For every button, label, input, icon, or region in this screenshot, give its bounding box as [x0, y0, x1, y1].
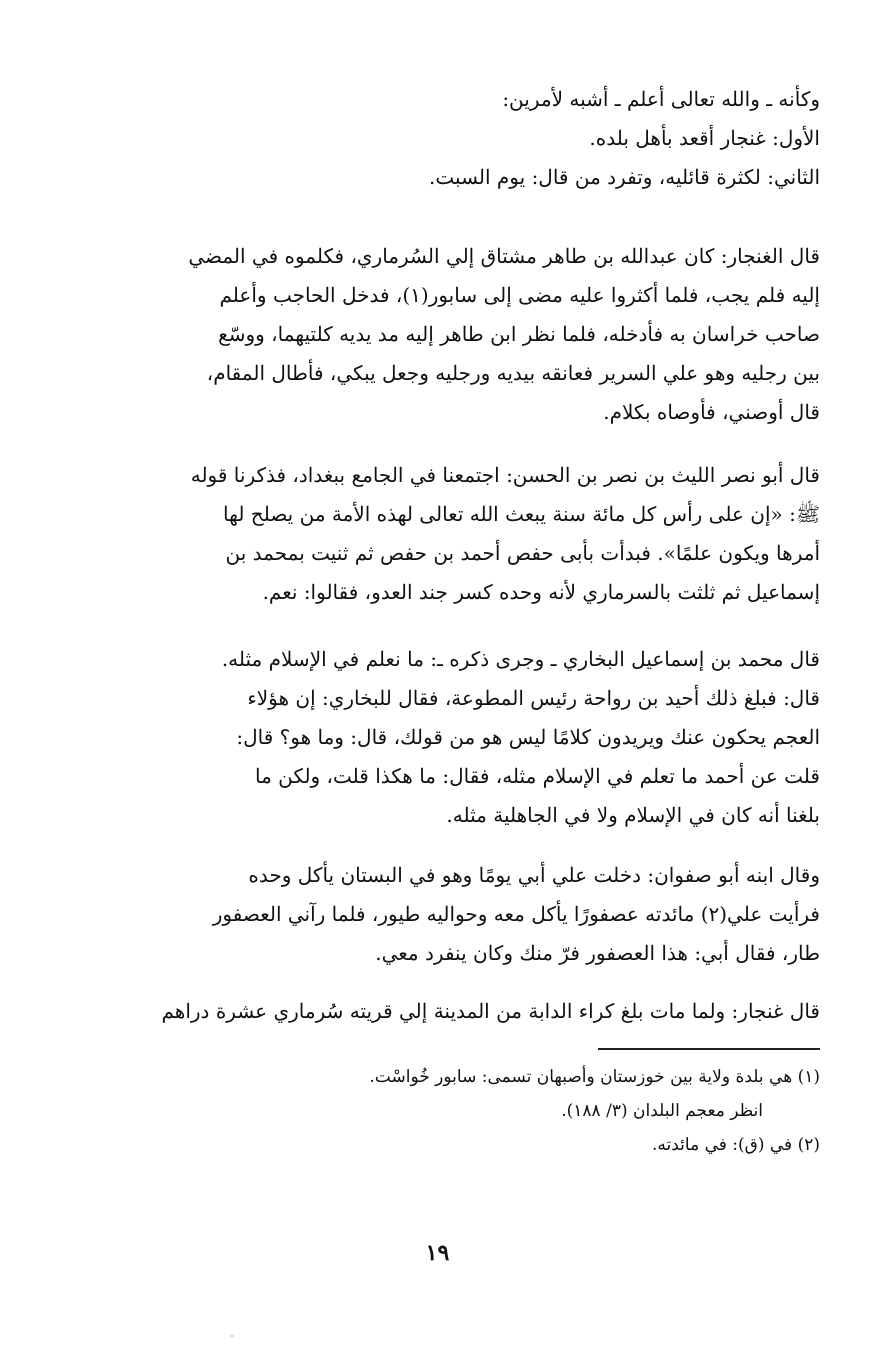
text-line: قال أوصني، فأوصاه بكلام. — [603, 400, 820, 424]
footnote-separator — [598, 1048, 820, 1050]
footnotes — [120, 1060, 820, 1162]
text-line: صاحب خراسان به فأدخله، فلما نظر ابن طاهر إليه مد يديه كلتيهما، ووسّع — [218, 322, 820, 346]
main-text — [120, 80, 820, 197]
text-line: الأول: غنجار أقعد بأهل بلده. — [589, 126, 820, 150]
text-line: إليه فلم يجب، فلما أكثروا عليه مضى إلى سابور(١)، فدخل الحاجب وأعلم — [219, 283, 820, 307]
text-line: الثاني: لكثرة قائليه، وتفرد من قال: يوم السبت. — [429, 165, 820, 189]
footnote-1: (١) هي بلدة ولاية بين خوزستان وأصبهان تسمى: سابور خُواسْت. — [369, 1067, 820, 1087]
paragraph-5 — [120, 992, 820, 1031]
text-line: أمرها ويكون علمًا». فبدأت بأبى حفص أحمد بن حفص ثم ثنيت بمحمد بن — [225, 541, 820, 565]
footnote-2: (٢) في (ق): في مائدته. — [652, 1135, 820, 1155]
text-line: وقال ابنه أبو صفوان: دخلت علي أبي يومًا وهو في البستان يأكل وحده — [248, 863, 820, 887]
paragraph-2 — [120, 456, 820, 612]
text-line: قال أبو نصر الليث بن نصر بن الحسن: اجتمعنا في الجامع ببغداد، فذكرنا قوله — [190, 463, 820, 487]
paragraph-4 — [120, 856, 820, 973]
text-line: ﷺ: «إن على رأس كل مائة سنة يبعث الله تعالى لهذه الأمة من يصلح لها — [223, 502, 820, 526]
scan-speck — [231, 1335, 233, 1337]
text-line: قال الغنجار: كان عبدالله بن طاهر مشتاق إلي السُرماري، فكلموه في المضي — [188, 244, 820, 268]
text-line: قال محمد بن إسماعيل البخاري ـ وجرى ذكره ـ: ما نعلم في الإسلام مثله. — [221, 647, 820, 671]
footnote-1-reference: انظر معجم البلدان (٣/ ١٨٨). — [561, 1101, 763, 1121]
text-line: قال: فبلغ ذلك أحيد بن رواحة رئيس المطوعة، فقال للبخاري: إن هؤلاء — [247, 686, 820, 710]
page-number: ١٩ — [425, 1240, 450, 1266]
text-line: قلت عن أحمد ما تعلم في الإسلام مثله، فقال: ما هكذا قلت، ولكن ما — [255, 764, 820, 788]
text-line: قال غنجار: ولما مات بلغ كراء الدابة من المدينة إلي قريته سُرماري عشرة دراهم — [161, 999, 820, 1023]
text-line: بلغنا أنه كان في الإسلام ولا في الجاهلية مثله. — [446, 803, 820, 827]
paragraph-1 — [120, 237, 820, 432]
text-line: طار، فقال أبي: هذا العصفور فرّ منك وكان ينفرد معي. — [375, 941, 820, 965]
text-line: العجم يحكون عنك ويريدون كلامًا ليس هو من قولك، قال: وما هو؟ قال: — [236, 725, 820, 749]
text-line: بين رجليه وهو علي السرير فعانقه بيديه ورجليه وجعل يبكي، فأطال المقام، — [206, 361, 820, 385]
text-line: فرأيت علي(٢) مائدته عصفورًا يأكل معه وحواليه طيور، فلما رآني العصفور — [212, 902, 820, 926]
text-line: إسماعيل ثم ثلثت بالسرماري لأنه وحده كسر جند العدو، فقالوا: نعم. — [262, 580, 820, 604]
paragraph-3 — [120, 640, 820, 835]
text-line: وكأنه ـ والله تعالى أعلم ـ أشبه لأمرين: — [502, 87, 820, 111]
